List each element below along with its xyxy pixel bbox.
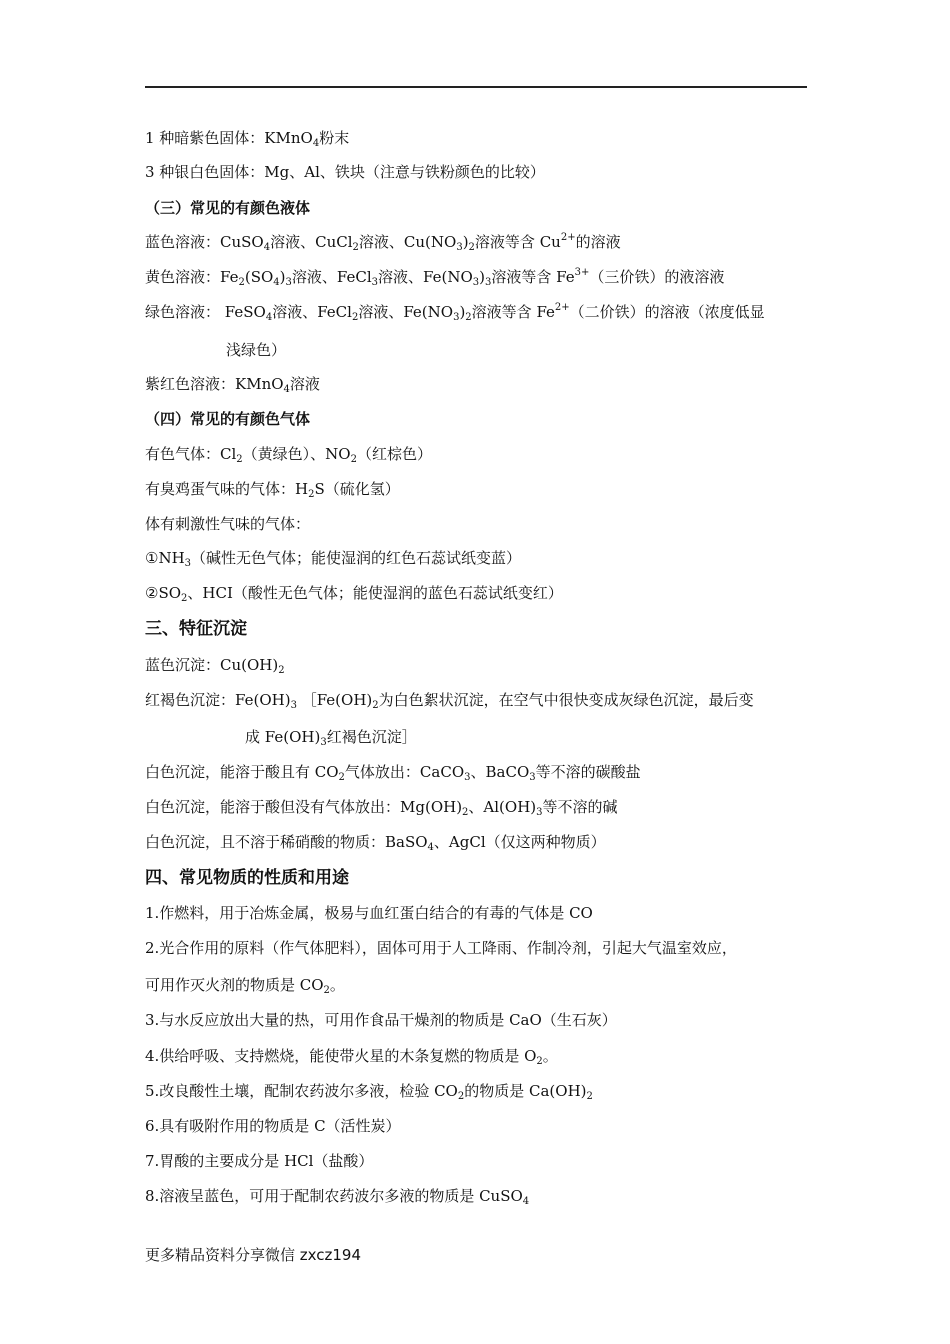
- text-segment: 红褐色沉淀：Fe(OH): [145, 691, 291, 709]
- text-line: [145, 128, 349, 148]
- subscript: 3: [536, 807, 543, 818]
- text-segment: 的溶液: [575, 233, 621, 251]
- subscript: 2: [350, 454, 357, 465]
- subscript: 4: [263, 242, 271, 253]
- text-segment: 溶液、CuCl: [270, 233, 353, 251]
- subscript: 3: [290, 700, 297, 711]
- text-line: [145, 762, 641, 782]
- text-segment: S（硫化氢）: [314, 480, 400, 498]
- text-line: [145, 548, 521, 568]
- text-line: [145, 655, 285, 675]
- text-line: [226, 340, 286, 360]
- text-line: [145, 514, 310, 534]
- text-line: [145, 374, 320, 394]
- subscript: 3: [320, 737, 327, 748]
- subscript: 3: [529, 772, 536, 783]
- text-segment: 三、特征沉淀: [145, 619, 247, 639]
- text-line: [145, 1010, 617, 1030]
- subscript: 2: [236, 454, 243, 465]
- text-segment: 、HCI（酸性无色气体；能使湿润的蓝色石蕊试纸变红）: [187, 584, 563, 602]
- subscript: 4: [312, 138, 320, 149]
- text-segment: ①NH: [145, 549, 185, 567]
- text-segment: （二价铁）的溶液（浓度低显: [569, 303, 765, 321]
- subscript: 3: [371, 277, 379, 288]
- text-segment: 粉末: [319, 129, 350, 147]
- text-line: [145, 690, 754, 710]
- text-segment: （四）常见的有颜色气体: [145, 410, 311, 428]
- text-segment: 、Al(OH): [468, 798, 537, 816]
- text-segment: 红褐色沉淀］: [326, 728, 417, 746]
- superscript: 3+: [574, 267, 590, 278]
- subscript: 4: [427, 842, 434, 853]
- subscript: 2: [308, 489, 315, 500]
- text-segment: 有色气体：Cl: [145, 445, 237, 463]
- text-segment: （黄绿色）、NO: [242, 445, 351, 463]
- text-line: [145, 938, 737, 958]
- text-segment: ): [459, 303, 466, 321]
- subscript: 2: [462, 807, 469, 818]
- subscript: 2: [465, 312, 472, 323]
- text-segment: 白色沉淀，且不溶于稀硝酸的物质：BaSO: [145, 833, 428, 851]
- text-segment: 1 种暗紫色固体：KMnO: [145, 129, 313, 147]
- text-segment: 气体放出：CaCO: [344, 763, 465, 781]
- subscript: 3: [456, 242, 463, 253]
- footer-text: 更多精品资料分享微信 zxcz194: [145, 1246, 362, 1264]
- text-line: [145, 444, 432, 464]
- text-line: [145, 1116, 401, 1136]
- text-segment: 8.溶液呈蓝色，可用于配制农药波尔多液的物质是 CuSO: [145, 1187, 523, 1205]
- subscript: 2: [238, 277, 245, 288]
- text-segment: 白色沉淀，能溶于酸且有 CO: [145, 763, 339, 781]
- text-line: [145, 797, 618, 817]
- text-segment: 溶液等含 Fe: [471, 303, 555, 321]
- text-line: [245, 727, 417, 747]
- text-segment: ): [279, 268, 286, 286]
- text-segment: ②SO: [145, 584, 182, 602]
- subscript: 2: [338, 772, 345, 783]
- subscript: 3: [453, 312, 460, 323]
- text-segment: 2.光合作用的原料（作气体肥料），固体可用于人工降雨、作制冷剂，引起大气温室效应，: [145, 939, 737, 957]
- text-line: [145, 1046, 558, 1066]
- text-segment: 紫红色溶液：KMnO: [145, 375, 284, 393]
- text-segment: 3 种银白色固体：Mg、Al、铁块（注意与铁粉颜色的比较）: [145, 163, 545, 181]
- text-segment: (SO: [244, 268, 274, 286]
- text-line: [145, 302, 765, 322]
- subscript: 2: [468, 242, 475, 253]
- text-line: [145, 479, 400, 499]
- subscript: 4: [522, 1196, 530, 1207]
- text-segment: 。: [542, 1047, 558, 1065]
- subscript: 4: [265, 312, 273, 323]
- text-segment: 6.具有吸附作用的物质是 C（活性炭）: [145, 1117, 401, 1135]
- text-segment: 黄色溶液：Fe: [145, 268, 239, 286]
- subscript: 2: [278, 665, 285, 676]
- text-line: [145, 832, 606, 852]
- superscript: 2+: [554, 302, 570, 313]
- subscript: 3: [184, 558, 192, 569]
- section-heading: [145, 868, 349, 888]
- text-line: [145, 1081, 593, 1101]
- text-segment: （三）常见的有颜色液体: [145, 199, 311, 217]
- text-segment: 4.供给呼吸、支持燃烧，能使带火星的木条复燃的物质是 O: [145, 1047, 537, 1065]
- text-line: [145, 975, 345, 995]
- text-line: [145, 583, 563, 603]
- subscript: 2: [352, 242, 359, 253]
- text-line: [145, 267, 724, 287]
- subscript: 2: [181, 593, 188, 604]
- text-segment: ［Fe(OH): [296, 691, 373, 709]
- subscript: 3: [485, 277, 492, 288]
- text-line: [145, 162, 545, 182]
- text-segment: 四、常见物质的性质和用途: [145, 868, 349, 888]
- text-segment: ): [462, 233, 469, 251]
- text-segment: （三价铁）的液溶液: [589, 268, 725, 286]
- text-segment: 溶液、FeCl: [291, 268, 372, 286]
- subscript: 3: [464, 772, 471, 783]
- text-segment: ): [479, 268, 485, 286]
- text-segment: 为白色絮状沉淀，在空气中很快变成灰绿色沉淀，最后变: [378, 691, 754, 709]
- text-segment: 3.与水反应放出大量的热，可用作食品干燥剂的物质是 CaO（生石灰）: [145, 1011, 617, 1029]
- subscript: 2: [372, 700, 379, 711]
- subsection-heading: [145, 198, 310, 218]
- subsection-heading: [145, 409, 310, 429]
- subscript: 3: [472, 277, 480, 288]
- text-segment: 溶液: [289, 375, 320, 393]
- text-segment: 绿色溶液： FeSO: [145, 303, 266, 321]
- superscript: 2+: [560, 232, 576, 243]
- text-segment: 1.作燃料，用于冶炼金属，极易与血红蛋白结合的有毒的气体是 CO: [145, 904, 593, 922]
- text-segment: 溶液等含 Fe: [491, 268, 575, 286]
- text-line: [145, 232, 621, 252]
- subscript: 2: [536, 1056, 543, 1067]
- text-segment: 有臭鸡蛋气味的气体：H: [145, 480, 309, 498]
- section-heading: [145, 619, 247, 639]
- subscript: 2: [586, 1091, 593, 1102]
- subscript: 4: [273, 277, 280, 288]
- text-segment: 溶液、Fe(NO: [358, 303, 454, 321]
- text-line: [145, 1151, 373, 1171]
- text-segment: 溶液等含 Cu: [474, 233, 561, 251]
- subscript: 2: [457, 1091, 465, 1102]
- text-segment: 、BaCO: [470, 763, 530, 781]
- subscript: 4: [283, 384, 290, 395]
- text-segment: 溶液、FeCl: [272, 303, 352, 321]
- text-segment: 。: [329, 976, 345, 994]
- text-line: [145, 1186, 529, 1206]
- subscript: 3: [285, 277, 292, 288]
- text-segment: 白色沉淀，能溶于酸但没有气体放出：Mg(OH): [145, 798, 463, 816]
- text-segment: 蓝色溶液：CuSO: [145, 233, 264, 251]
- text-segment: （红棕色）: [356, 445, 432, 463]
- subscript: 2: [323, 985, 330, 996]
- header-rule: [145, 86, 807, 88]
- text-segment: 5.改良酸性土壤，配制农药波尔多液，检验 CO: [145, 1082, 458, 1100]
- text-line: [145, 903, 593, 923]
- text-segment: 可用作灭火剂的物质是 CO: [145, 976, 324, 994]
- text-segment: 等不溶的碳酸盐: [535, 763, 641, 781]
- text-segment: 蓝色沉淀：Cu(OH): [145, 656, 279, 674]
- text-segment: 溶液、Fe(NO: [378, 268, 473, 286]
- text-segment: 成 Fe(OH): [245, 728, 321, 746]
- text-segment: 浅绿色）: [226, 341, 287, 359]
- text-segment: 的物质是 Ca(OH): [464, 1082, 587, 1100]
- text-segment: 7.胃酸的主要成分是 HCl（盐酸）: [145, 1152, 374, 1170]
- text-segment: 、AgCl（仅这两种物质）: [433, 833, 606, 851]
- text-segment: 溶液、Cu(NO: [358, 233, 457, 251]
- subscript: 2: [351, 312, 359, 323]
- text-segment: （碱性无色气体；能使湿润的红色石蕊试纸变蓝）: [191, 549, 522, 567]
- text-segment: 等不溶的碱: [542, 798, 618, 816]
- text-segment: 体有刺激性气味的气体：: [145, 515, 311, 533]
